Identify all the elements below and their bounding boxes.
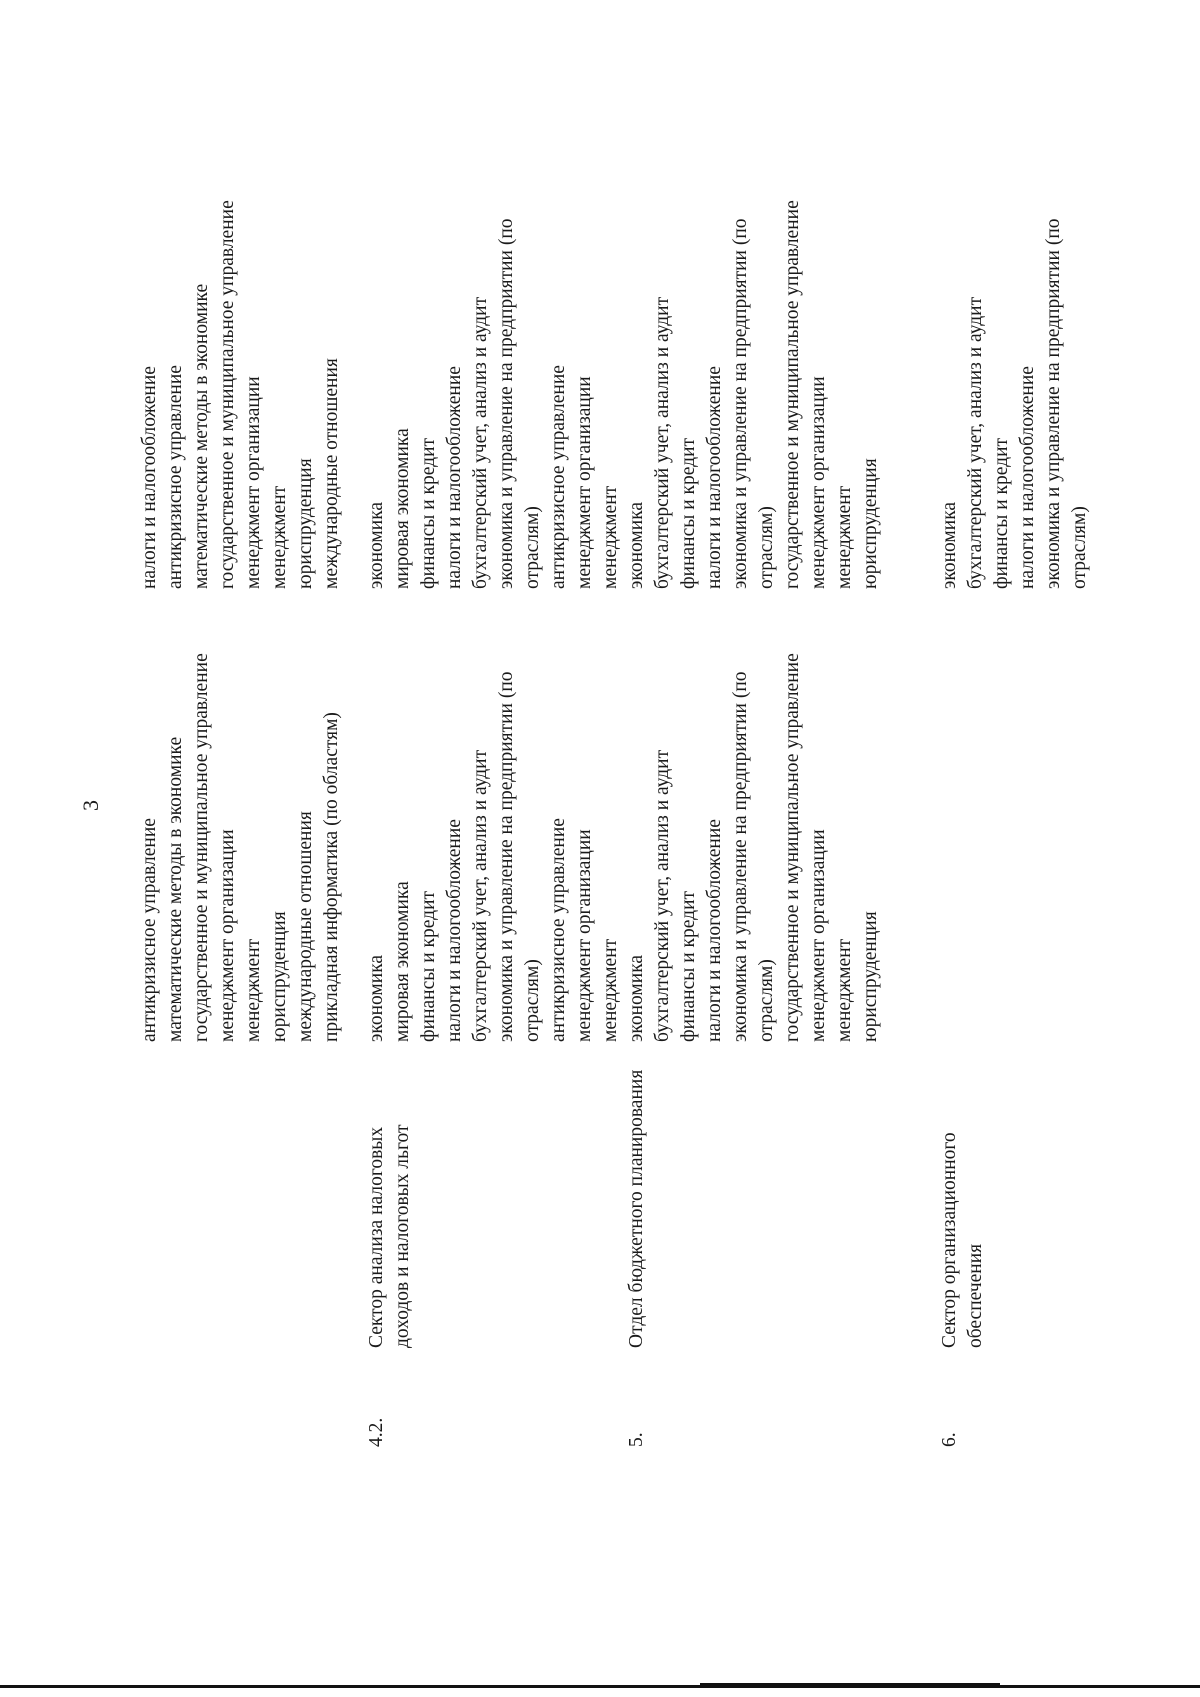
list-item: менеджмент — [269, 485, 290, 589]
list-item: государственное и муниципальное управление — [191, 653, 212, 1042]
row-number: 5. — [626, 1432, 647, 1447]
list-item: отраслям) — [756, 506, 777, 589]
list-item: математические методы в экономике — [191, 283, 212, 589]
list-item: юриспруденция — [269, 911, 290, 1042]
list-item: юриспруденция — [295, 458, 316, 589]
list-item: экономика и управление на предприятии (по — [496, 218, 517, 589]
list-item: отраслям) — [522, 959, 543, 1042]
list-item: менеджмент — [243, 938, 264, 1042]
list-item: международные отношения — [295, 811, 316, 1042]
list-item: антикризисное управление — [548, 365, 569, 589]
list-item: бухгалтерский учет, анализ и аудит — [652, 296, 673, 589]
list-item: менеджмент — [600, 938, 621, 1042]
list-item: экономика — [626, 954, 647, 1042]
list-item: финансы и кредит — [418, 437, 439, 589]
scan-edge-line — [0, 1685, 1200, 1688]
list-item: экономика — [626, 501, 647, 589]
list-item: мировая экономика — [392, 428, 413, 589]
list-item: антикризисное управление — [548, 818, 569, 1042]
list-item: государственное и муниципальное управление — [782, 653, 803, 1042]
row-number: 4.2. — [366, 1417, 387, 1447]
continuation-right-column — [137, 200, 345, 589]
list-item: экономика — [939, 501, 960, 589]
list-item: юриспруденция — [860, 911, 881, 1042]
page-number: 3 — [78, 800, 103, 811]
row-number: 6. — [939, 1432, 960, 1447]
list-item: налоги и налогообложение — [704, 819, 725, 1042]
list-item: отраслям) — [1069, 506, 1090, 589]
row-right-column — [364, 218, 624, 589]
list-item: финансы и кредит — [991, 437, 1012, 589]
list-item: юриспруденция — [860, 458, 881, 589]
list-item: менеджмент — [834, 485, 855, 589]
department-name: Сектор анализа налоговых доходов и налоговых льгот — [366, 1124, 413, 1348]
list-item: экономика и управление на предприятии (по — [1043, 218, 1064, 589]
list-item: отраслям) — [756, 959, 777, 1042]
list-item: экономика и управление на предприятии (по — [496, 671, 517, 1042]
list-item: менеджмент организации — [574, 376, 595, 589]
row-mid-column — [624, 653, 884, 1042]
list-item: экономика — [366, 954, 387, 1042]
list-item: международные отношения — [321, 358, 342, 589]
list-item: антикризисное управление — [139, 818, 160, 1042]
list-item: менеджмент организации — [217, 829, 238, 1042]
list-item: бухгалтерский учет, анализ и аудит — [652, 749, 673, 1042]
list-item: финансы и кредит — [418, 890, 439, 1042]
department-name: Сектор организационного обеспечения — [939, 1132, 986, 1348]
list-item: бухгалтерский учет, анализ и аудит — [470, 749, 491, 1042]
continuation-mid-column — [137, 653, 345, 1042]
list-item: экономика — [366, 501, 387, 589]
list-item: математические методы в экономике — [165, 736, 186, 1042]
list-item: налоги и налогообложение — [1017, 366, 1038, 589]
list-item: бухгалтерский учет, анализ и аудит — [470, 296, 491, 589]
list-item: финансы и кредит — [678, 890, 699, 1042]
list-item: налоги и налогообложение — [704, 366, 725, 589]
list-item: менеджмент — [834, 938, 855, 1042]
list-item: менеджмент организации — [808, 376, 829, 589]
list-item: налоги и налогообложение — [139, 366, 160, 589]
row-right-column — [624, 200, 884, 589]
list-item: налоги и налогообложение — [444, 819, 465, 1042]
list-item: менеджмент организации — [574, 829, 595, 1042]
list-item: мировая экономика — [392, 881, 413, 1042]
list-item: экономика и управление на предприятии (по — [730, 671, 751, 1042]
list-item: экономика и управление на предприятии (по — [730, 218, 751, 589]
list-item: антикризисное управление — [165, 365, 186, 589]
department-name: Отдел бюджетного планирования — [626, 1069, 647, 1348]
row-mid-column — [364, 671, 624, 1042]
list-item: государственное и муниципальное управление — [782, 200, 803, 589]
list-item: менеджмент — [600, 485, 621, 589]
list-item: финансы и кредит — [678, 437, 699, 589]
list-item: налоги и налогообложение — [444, 366, 465, 589]
list-item: менеджмент организации — [808, 829, 829, 1042]
row-right-column — [937, 218, 1093, 589]
list-item: государственное и муниципальное управление — [217, 200, 238, 589]
list-item: бухгалтерский учет, анализ и аудит — [965, 296, 986, 589]
list-item: менеджмент организации — [243, 376, 264, 589]
list-item: прикладная информатика (по областям) — [321, 712, 342, 1042]
list-item: отраслям) — [522, 506, 543, 589]
